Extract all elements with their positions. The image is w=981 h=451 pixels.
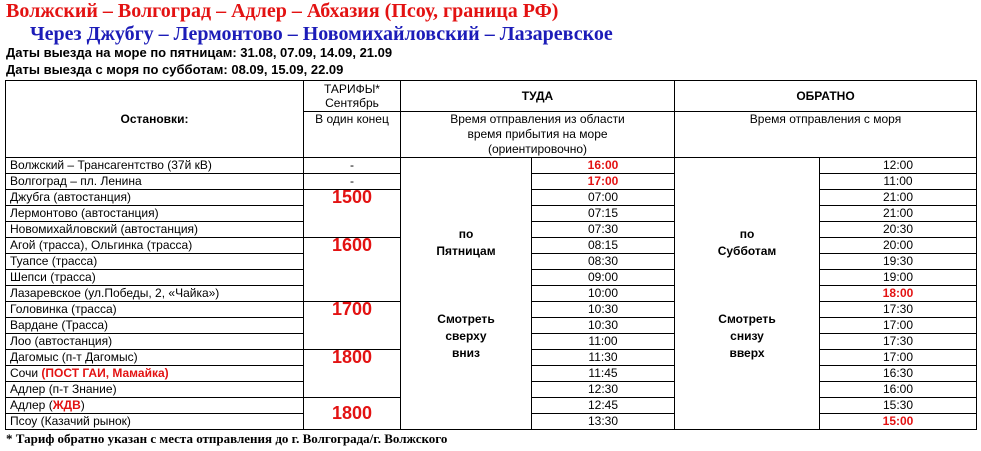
there-time: 07:15 [532,206,675,222]
there-time: 11:30 [532,350,675,366]
stop-name: Волжский – Трансагентство (37й кВ) [6,158,304,174]
back-note-l2: Субботам [717,243,777,258]
there-time: 16:00 [532,158,675,174]
stop-name: Лермонтово (автостанция) [6,206,304,222]
there-time: 12:30 [532,382,675,398]
stop-name [6,366,304,382]
stop-name-highlight: ЖДВ [52,398,81,412]
tariff-price: 1800 [304,350,401,398]
there-time: 11:45 [532,366,675,382]
page-title: Волжский – Волгоград – Адлер – Абхазия (Псоу, граница РФ) [6,0,559,22]
there-time: 07:00 [532,190,675,206]
there-time: 10:30 [532,302,675,318]
back-time: 16:30 [820,366,977,382]
back-time: 19:00 [820,270,977,286]
stop-name: Адлер (п-т Знание) [6,382,304,398]
there-time: 17:00 [532,174,675,190]
stop-name: Псоу (Казачий рынок) [6,414,304,430]
there-time: 12:45 [532,398,675,414]
table-row [6,158,977,174]
header-tariffs-line1: ТАРИФЫ* [324,82,380,96]
back-time: 16:00 [820,382,977,398]
back-time: 17:30 [820,334,977,350]
dates-to-sea: Даты выезда на море по пятницам: 31.08, 07.09, 14.09, 21.09 [6,45,393,60]
back-note-l3: Смотреть [718,311,776,326]
back-time: 21:00 [820,206,977,222]
stop-name: Дагомыс (п-т Дагомыс) [6,350,304,366]
there-time: 08:15 [532,238,675,254]
back-time: 17:00 [820,350,977,366]
back-time: 17:00 [820,318,977,334]
header-there-sub [401,112,675,158]
back-time: 18:00 [820,286,977,302]
there-time: 08:30 [532,254,675,270]
stop-name: Шепси (трасса) [6,270,304,286]
there-time: 10:30 [532,318,675,334]
there-note-l4: сверху [445,328,487,343]
back-time: 17:30 [820,302,977,318]
back-note-l4: снизу [730,328,764,343]
there-time: 09:00 [532,270,675,286]
back-note [675,158,820,430]
stop-name-suffix: ) [80,398,85,412]
back-time: 11:00 [820,174,977,190]
there-note [401,158,532,430]
header-tariffs-line2: Сентябрь [325,96,379,110]
back-note-l1: по [739,226,755,241]
tariff-price: 1600 [304,238,401,302]
stop-name: Туапсе (трасса) [6,254,304,270]
stop-name: Лазаревское (ул.Победы, 2, «Чайка») [6,286,304,302]
there-time: 10:00 [532,286,675,302]
stop-name: Агой (трасса), Ольгинка (трасса) [6,238,304,254]
header-tariffs [304,81,401,112]
stop-name: Головинка (трасса) [6,302,304,318]
back-time: 20:30 [820,222,977,238]
stop-name: Волгоград – пл. Ленина [6,174,304,190]
header-stops: Остановки: [6,81,304,158]
stop-name: Вардане (Трасса) [6,318,304,334]
tariff-price: 1800 [304,398,401,430]
stop-name: Новомихайловский (автостанция) [6,222,304,238]
there-sub-line1: Время отправления из области [450,112,625,126]
back-time: 20:00 [820,238,977,254]
stop-name: Лоо (автостанция) [6,334,304,350]
header-tariffs-sub: В один конец [304,112,401,158]
back-time: 15:00 [820,414,977,430]
there-note-l2: Пятницам [436,243,496,258]
there-time: 11:00 [532,334,675,350]
stop-name: Джубга (автостанция) [6,190,304,206]
stop-name [6,398,304,414]
tariff-price: 1500 [304,190,401,238]
there-sub-line3: (ориентировочно) [487,142,588,156]
there-note-l3: Смотреть [437,311,495,326]
back-note-l5: вверх [729,345,765,360]
tariff-cell: - [304,158,401,174]
back-time: 15:30 [820,398,977,414]
there-time: 13:30 [532,414,675,430]
back-time: 21:00 [820,190,977,206]
dates-from-sea: Даты выезда с моря по субботам: 08.09, 15.09, 22.09 [6,62,344,77]
footnote: * Тариф обратно указан с места отправления до г. Волгограда/г. Волжского [6,431,448,446]
there-sub-line2: время прибытия на море [467,127,608,141]
back-time: 12:00 [820,158,977,174]
stop-name-prefix: Сочи [10,366,42,380]
header-back-sub: Время отправления с моря [675,112,977,158]
header-back: ОБРАТНО [675,81,977,112]
stop-name-prefix: Адлер ( [10,398,53,412]
there-note-l5: вниз [452,345,480,360]
back-time: 19:30 [820,254,977,270]
stop-name-highlight: (ПОСТ ГАИ, Мамайка) [41,366,169,380]
there-time: 07:30 [532,222,675,238]
schedule-table [5,80,977,430]
there-note-l1: по [458,226,474,241]
tariff-price: 1700 [304,302,401,350]
tariff-cell: - [304,174,401,190]
header-there: ТУДА [401,81,675,112]
route-subtitle: Через Джубгу – Лермонтово – Новомихайловский – Лазаревское [30,23,613,45]
